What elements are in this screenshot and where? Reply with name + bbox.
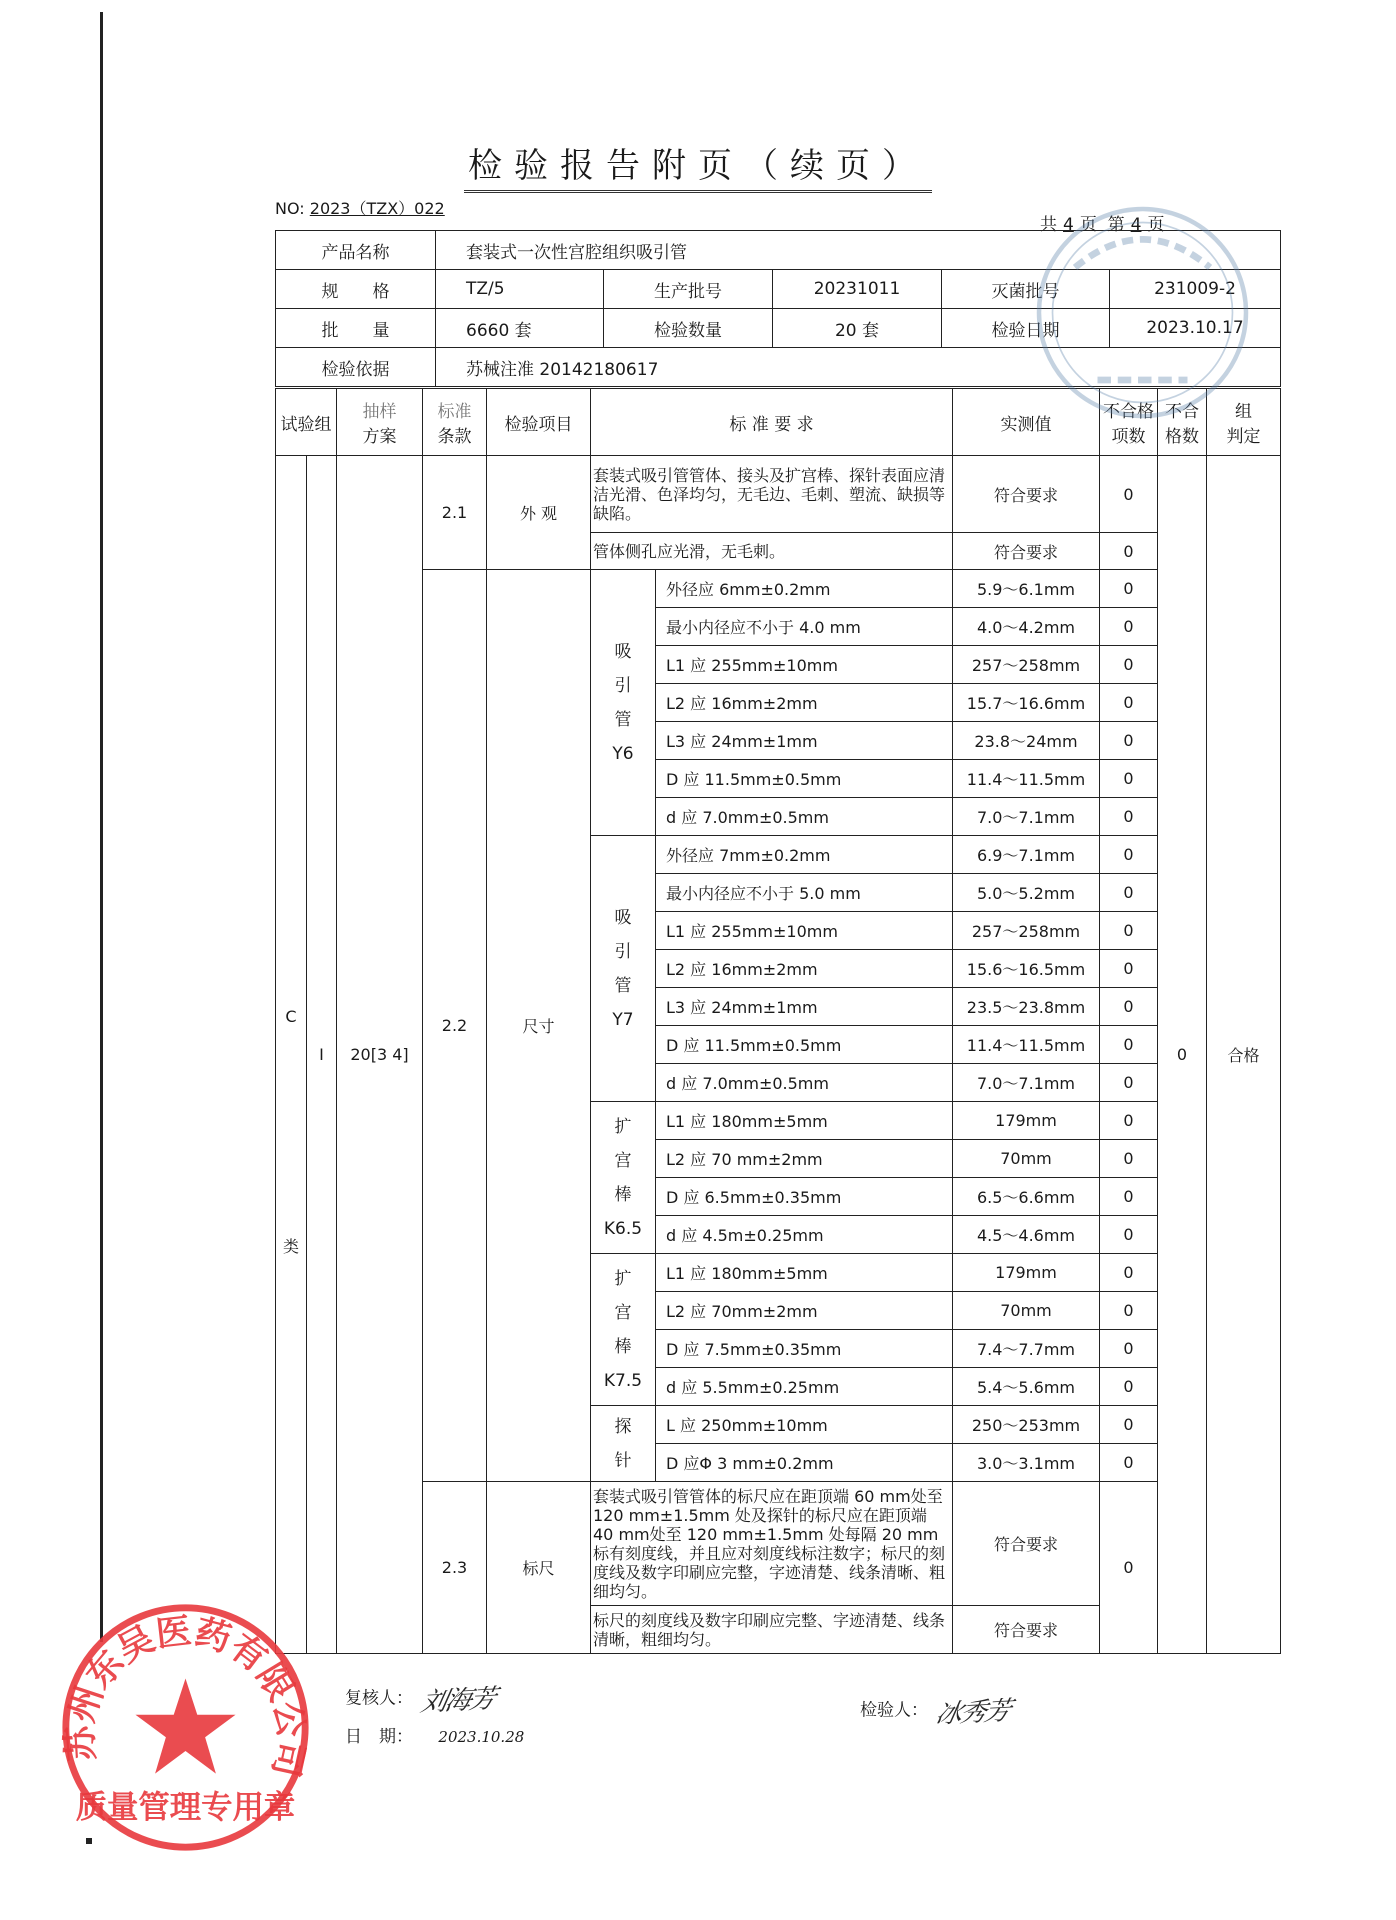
component-label-char: 吸 [614,907,632,928]
review-date-label: 日 期： [345,1727,413,1747]
review-date-field [345,1722,524,1747]
reviewer-label: 复核人： [345,1688,413,1709]
component-label-char: 引 [614,941,632,962]
group-class-letter: C [285,1006,297,1026]
fail-items-count: 0 [1100,1254,1158,1292]
header-group: 试验组 [276,389,337,456]
measured-value: 23.5～23.8mm [953,988,1100,1026]
measured-value: 70mm [953,1292,1100,1330]
requirement-text: L2 应 16mm±2mm [656,684,953,722]
header-sampling-2: 方案 [362,427,397,447]
requirement-text: L2 应 70 mm±2mm [656,1140,953,1178]
sample-qty-label: 检验数量 [604,309,773,348]
measured-value: 70mm [953,1140,1100,1178]
header-sampling-1: 抽样 [362,402,397,422]
fail-items-count: 0 [1100,1064,1158,1102]
inspection-seal-stamp [1030,200,1255,425]
fail-items-count: 0 [1100,798,1158,836]
requirement-text: D 应Φ 3 mm±0.2mm [656,1444,953,1482]
measured-value: 符合要求 [953,1606,1100,1654]
requirement-text: d 应 7.0mm±0.5mm [656,1064,953,1102]
measured-value: 11.4～11.5mm [953,760,1100,798]
header-item: 检验项目 [487,389,591,456]
requirement-text: 套装式吸引管管体、接头及扩宫棒、探针表面应清洁光滑、色泽均匀，无毛边、毛刺、塑流、缺损等缺陷。 [591,456,953,533]
fail-items-count: 0 [1100,950,1158,988]
requirement-text: d 应 4.5m±0.25mm [656,1216,953,1254]
header-fail-items-2: 项数 [1111,427,1146,447]
requirement-text: 最小内径应不小于 5.0 mm [656,874,953,912]
fail-items-count: 0 [1100,533,1158,570]
pages-current-suffix: 页 [1147,215,1165,235]
inspector-field [860,1692,1013,1730]
measured-value: 11.4～11.5mm [953,1026,1100,1064]
header-clause-1: 标准 [437,402,472,422]
component-label [591,1406,656,1482]
table-row [276,1482,1281,1606]
measured-value: 179mm [953,1254,1100,1292]
batch-no-value: 20231011 [773,270,942,309]
measured-value: 符合要求 [953,1482,1100,1606]
spec-value: TZ/5 [436,270,604,309]
measured-value: 7.4～7.7mm [953,1330,1100,1368]
requirement-text: D 应 11.5mm±0.5mm [656,760,953,798]
component-label [591,1102,656,1254]
measured-value: 4.5～4.6mm [953,1216,1100,1254]
header-verdict-2: 判定 [1226,427,1261,447]
title-text: 检验报告附页（续页） [464,146,932,193]
fail-items-count: 0 [1100,1368,1158,1406]
requirement-text: 管体侧孔应光滑，无毛刺。 [591,533,953,570]
requirement-text: d 应 5.5mm±0.25mm [656,1368,953,1406]
fail-items-count: 0 [1100,1140,1158,1178]
group-class-cell [276,456,307,1654]
measured-value: 7.0～7.1mm [953,1064,1100,1102]
fail-items-count: 0 [1100,874,1158,912]
batch-no-label: 生产批号 [604,270,773,309]
sample-qty-value: 20 套 [773,309,942,348]
measured-value: 5.0～5.2mm [953,874,1100,912]
svg-text:苏州东吴医药有限公司: 苏州东吴医药有限公司 [59,1610,312,1781]
requirement-text: D 应 7.5mm±0.35mm [656,1330,953,1368]
quantity-value: 6660 套 [436,309,604,348]
requirement-text: 最小内径应不小于 4.0 mm [656,608,953,646]
product-name-label: 产品名称 [276,231,436,270]
fail-items-count: 0 [1100,1292,1158,1330]
date-label: 检验日期 [942,309,1110,348]
requirement-text: 套装式吸引管管体的标尺应在距顶端 60 mm处至 120 mm±1.5mm 处及探针的标尺应在距顶端 40 mm处至 120 mm±1.5mm 处每隔 20 mm标有刻度线，并且应对刻度线标注数字；标尺的刻度线及数字印刷应完整，字迹清楚、线条清晰、粗细均匀。 [591,1482,953,1606]
fail-items-count: 0 [1100,1026,1158,1064]
table-row [276,570,1281,608]
steril-no-value: 231009-2 [1110,270,1281,309]
component-label-char: 扩 [614,1268,632,1289]
steril-no-label: 灭菌批号 [942,270,1110,309]
measured-value: 3.0～3.1mm [953,1444,1100,1482]
component-label-char: 棒 [614,1184,632,1205]
header-sampling [337,389,423,456]
spec-label: 规 格 [276,270,436,309]
reviewer-signature: 刘海芳 [418,1684,498,1718]
fail-items-count: 0 [1100,1216,1158,1254]
measured-value: 15.6～16.5mm [953,950,1100,988]
requirement-text: L2 应 70mm±2mm [656,1292,953,1330]
pages-current-prefix: 第 [1107,215,1125,235]
fail-items-count: 0 [1100,1102,1158,1140]
requirement-text: D 应 11.5mm±0.5mm [656,1026,953,1064]
component-label-char: 引 [614,675,632,696]
header-verdict-1: 组 [1235,402,1252,422]
requirement-text: L3 应 24mm±1mm [656,722,953,760]
fail-items-count: 0 [1100,912,1158,950]
component-label [591,1254,656,1406]
fail-items-count: 0 [1100,1482,1158,1654]
inspector-label: 检验人： [860,1700,928,1721]
fail-items-count: 0 [1100,988,1158,1026]
sampling-scheme: 20[3 4] [337,456,423,1654]
measured-value: 符合要求 [953,533,1100,570]
inspection-table [275,388,1281,1654]
group-verdict: 合格 [1207,456,1281,1654]
requirement-text: L1 应 255mm±10mm [656,912,953,950]
inspector-signature: 冰秀芳 [933,1696,1013,1730]
header-fail-count-1: 不合 [1165,402,1199,422]
component-label-char: 棒 [614,1336,632,1357]
measured-value: 5.4～5.6mm [953,1368,1100,1406]
date-value: 2023.10.17 [1110,309,1281,348]
clause-number: 2.1 [423,456,487,570]
component-label-char: 吸 [614,641,632,662]
group-level: I [307,456,337,1654]
measured-value: 7.0～7.1mm [953,798,1100,836]
component-label-char: K6.5 [603,1218,643,1239]
component-label-char: 管 [614,709,632,730]
requirement-text: L 应 250mm±10mm [656,1406,953,1444]
requirement-text: L2 应 16mm±2mm [656,950,953,988]
doc-no-value: 2023（TZX）022 [309,199,445,218]
measured-value: 179mm [953,1102,1100,1140]
pages-total-prefix: 共 [1040,215,1057,235]
requirement-text: 外径应 6mm±0.2mm [656,570,953,608]
group-class-suffix: 类 [282,1237,299,1257]
measured-value: 257～258mm [953,646,1100,684]
fail-items-count: 0 [1100,1406,1158,1444]
clause-number: 2.3 [423,1482,487,1654]
fail-count: 0 [1158,456,1207,1654]
document-number [275,196,445,219]
component-label-char: 探 [614,1416,632,1437]
component-label [591,570,656,836]
requirement-text: d 应 7.0mm±0.5mm [656,798,953,836]
fail-items-count: 0 [1100,1330,1158,1368]
component-label-char: 扩 [614,1116,632,1137]
measured-value: 4.0～4.2mm [953,608,1100,646]
basis-label: 检验依据 [276,348,436,387]
measured-value: 257～258mm [953,912,1100,950]
doc-no-label: NO: [275,199,305,218]
company-quality-stamp [58,1600,313,1855]
inspection-item: 尺寸 [487,570,591,1482]
product-name-value: 套装式一次性宫腔组织吸引管 [436,231,1281,270]
component-label-char: Y6 [612,743,634,764]
requirement-text: L1 应 180mm±5mm [656,1254,953,1292]
fail-items-count: 0 [1100,456,1158,533]
fail-items-count: 0 [1100,608,1158,646]
component-label-char: 宫 [614,1302,632,1323]
fail-items-count: 0 [1100,1178,1158,1216]
component-label-char: Y7 [612,1009,634,1030]
measured-value: 15.7～16.6mm [953,684,1100,722]
review-date-value: 2023.10.28 [438,1728,525,1746]
requirement-text: L3 应 24mm±1mm [656,988,953,1026]
fail-items-count: 0 [1100,570,1158,608]
scan-edge-line [100,12,103,1642]
fail-items-count: 0 [1100,722,1158,760]
header-fail-count-2: 格数 [1165,427,1199,447]
clause-number: 2.2 [423,570,487,1482]
header-requirement: 标 准 要 求 [591,389,953,456]
scan-speck [86,1838,92,1844]
requirement-text: 外径应 7mm±0.2mm [656,836,953,874]
component-label-char: 宫 [614,1150,632,1171]
measured-value: 符合要求 [953,456,1100,533]
inspection-item: 外 观 [487,456,591,570]
quantity-label: 批 量 [276,309,436,348]
component-label [591,836,656,1102]
fail-items-count: 0 [1100,836,1158,874]
page-title [0,138,1396,187]
basis-value: 苏械注准 20142180617 [436,348,1281,387]
header-clause [423,389,487,456]
requirement-text: D 应 6.5mm±0.35mm [656,1178,953,1216]
pages-total: 4 [1063,215,1074,235]
header-clause-2: 条款 [437,427,472,447]
header-fail-items-1: 不合格 [1103,402,1154,422]
pages-total-suffix: 页 [1079,215,1097,235]
inspection-item: 标尺 [487,1482,591,1654]
component-label-char: K7.5 [603,1370,643,1391]
reviewer-field [345,1680,498,1718]
svg-text:质量管理专用章: 质量管理专用章 [75,1789,296,1826]
component-label-char: 管 [614,975,632,996]
header-measured: 实测值 [953,389,1100,456]
component-label-char: 针 [614,1450,632,1471]
measured-value: 6.5～6.6mm [953,1178,1100,1216]
pages-current: 4 [1130,215,1142,235]
measured-value: 23.8～24mm [953,722,1100,760]
requirement-text: 标尺的刻度线及数字印刷应完整、字迹清楚、线条清晰，粗细均匀。 [591,1606,953,1654]
requirement-text: L1 应 180mm±5mm [656,1102,953,1140]
fail-items-count: 0 [1100,1444,1158,1482]
measured-value: 6.9～7.1mm [953,836,1100,874]
requirement-text: L1 应 255mm±10mm [656,646,953,684]
measured-value: 250～253mm [953,1406,1100,1444]
fail-items-count: 0 [1100,684,1158,722]
fail-items-count: 0 [1100,760,1158,798]
fail-items-count: 0 [1100,646,1158,684]
measured-value: 5.9～6.1mm [953,570,1100,608]
table-row [276,456,1281,533]
